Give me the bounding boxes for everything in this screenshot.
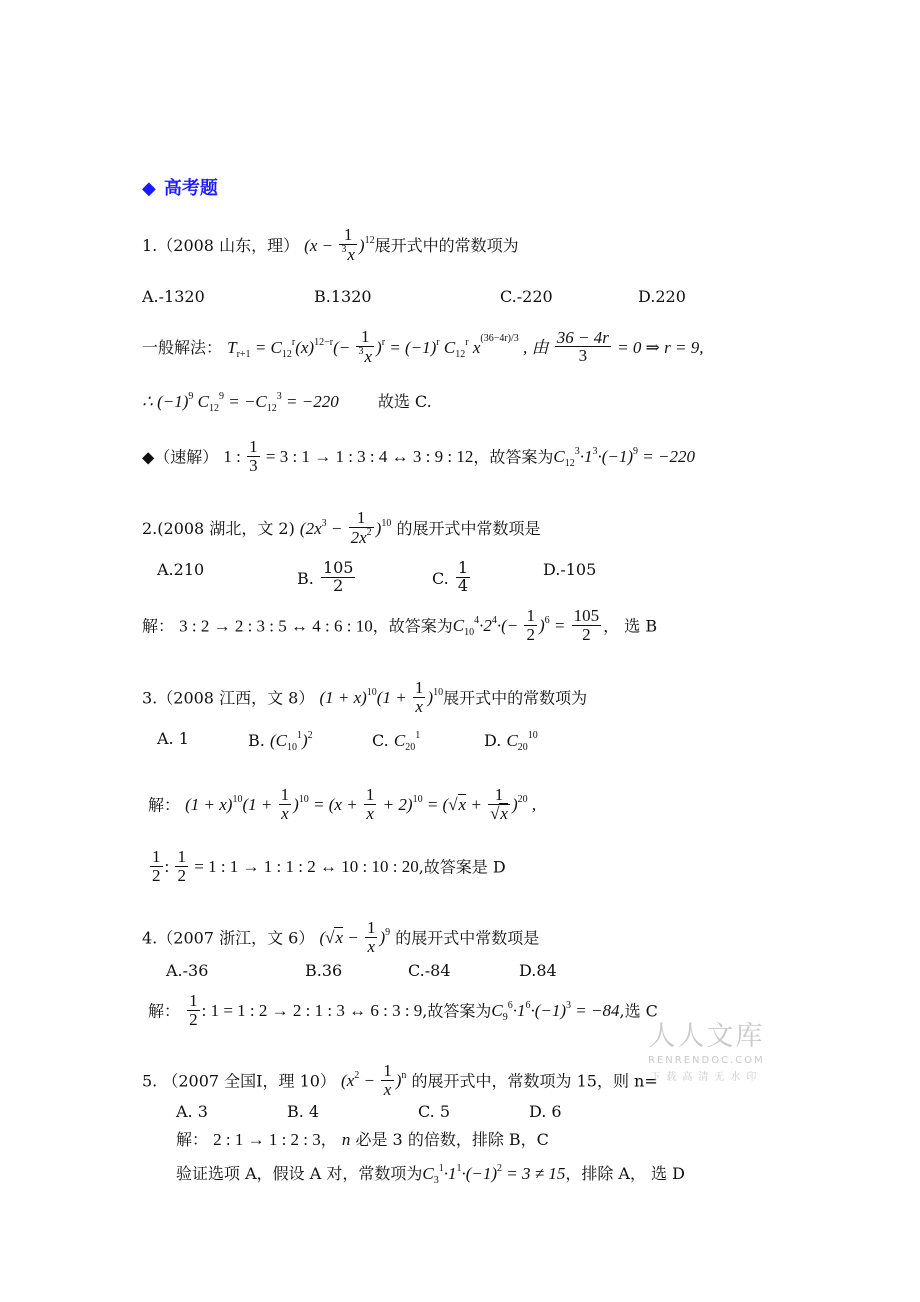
question-5-verify-formula: $C_3^1\cdot 1^1\cdot(-1)^2 = 3 \ne 15$: [422, 1163, 566, 1186]
question-5-formula: ($x^2$ − $\frac{1}{x}$ )$^n$: [341, 1061, 407, 1099]
question-5-option-a: A. 3: [176, 1102, 208, 1121]
question-3-ratio-tail: ,故答案是 D: [418, 857, 506, 877]
question-1-fast-tail: ，故答案为: [473, 447, 554, 467]
question-2-solution-formula: $C_{10}^4\cdot 2^4\cdot(-$ $\frac{1}{2}$ )$^6$ = $\frac{105}{2}$: [452, 606, 600, 644]
question-2-option-c: C. $\frac{1}{4}$: [432, 558, 469, 595]
question-5-stem: 5. （2007 全国Ⅰ，理 10）: [142, 1071, 336, 1091]
question-2-option-a: A.210: [157, 560, 205, 579]
question-3-solution-label: 解：: [148, 795, 181, 815]
question-3-ratio: [148, 847, 506, 887]
question-1-tail: 展开式中的常数项为: [374, 235, 519, 255]
question-3-stem: 3.（2008 江西，文 8）: [142, 688, 315, 708]
question-3-option-a: A. 1: [157, 729, 189, 748]
question-4-solution-formula: $C_9^6\cdot 1^6\cdot(-1)^3 = -84$: [491, 1000, 620, 1024]
question-3-option-b-label: B.: [248, 731, 265, 750]
question-2-option-d: D.-105: [543, 560, 597, 579]
question-4-option-c: C.-84: [408, 961, 451, 980]
question-3-option-c: C. $C_{20}^1$: [372, 730, 421, 753]
question-3-option-d-label: D.: [484, 731, 502, 750]
question-1-conclusion-formula: ∴ $(-1)^9$ $C_{12}^9 = -C_{12}^3 = -220$: [142, 391, 339, 414]
question-4-option-a: A.-36: [166, 961, 209, 980]
question-2-option-b-label: B.: [297, 568, 314, 588]
question-1-general-solution: [142, 327, 704, 368]
section-title-text: 高考题: [163, 178, 218, 199]
question-2-formula: ($2x^3$ − $\frac{1}{2x^2}$ )$^{10}$: [299, 508, 392, 547]
question-2-solution-label: 解：: [142, 616, 175, 636]
question-4-solution-mid: ,故答案为: [422, 1001, 492, 1021]
question-3-formula: $(1 + x)^{10}(1$ + $\frac{1}{x}$ )$^{10}$: [319, 678, 444, 716]
question-1-option-b: B.1320: [314, 287, 372, 306]
question-5-solution-mid: 必是 3 的倍数，排除 B，C: [355, 1130, 549, 1149]
question-4-formula: (√x − $\frac{1}{x}$ )$^9$: [319, 918, 391, 956]
question-1-fast-label: ◆（速解）: [142, 447, 219, 467]
question-4-solution-label: 解：: [148, 1001, 181, 1021]
renrendoc-watermark: [648, 1014, 765, 1083]
question-4-option-d: D.84: [519, 961, 557, 980]
question-1-fast-ratio: 1 : $\frac{1}{3}$ = 3 : 1 → 1 : 3 : 4 ↔ 3 : 9 : 12: [223, 437, 474, 475]
question-1-conclusion-tail: 故选 C.: [377, 392, 432, 411]
question-2-solution: [142, 606, 658, 646]
question-1-option-c: C.-220: [500, 287, 553, 306]
question-1-fast-solution: [142, 437, 695, 477]
question-5-n-symbol: n: [341, 1130, 351, 1149]
question-2-option-b: B. $\frac{105}{2}$: [297, 558, 354, 595]
question-1: [142, 225, 519, 266]
watermark-line-3: 下载高清无水印: [650, 1072, 763, 1083]
question-1-stem: 1.（2008 山东，理）: [142, 235, 300, 255]
question-2-option-c-label: C.: [432, 568, 449, 588]
question-2-stem: 2.(2008 湖北，文 2): [142, 518, 295, 538]
question-3-ratio-formula: $\frac{1}{2}$ : $\frac{1}{2}$ = 1 : 1 → 1 : 1 : 2 ↔ 10 : 10 : 20: [152, 847, 419, 885]
question-3-option-c-label: C.: [372, 731, 389, 750]
question-3: [142, 678, 588, 718]
question-1-general-label: 一般解法：: [142, 337, 223, 357]
question-5-option-c: C. 5: [418, 1102, 451, 1121]
section-title: [142, 174, 218, 200]
question-5-option-b: B. 4: [287, 1102, 320, 1121]
question-1-general-formula: $T_{r+1} = C_{12}^r(x)^{12-r}(-$ $\frac{1}{^3x}$ )$^r = (-1)^r$ $C_{12}^r$ $x^{(36-4r)/3}$ , 由 $\frac{36 - 4r}{3}$ = 0 ⇒ r = 9,: [227, 327, 704, 366]
question-3-tail: 展开式中的常数项为: [443, 688, 588, 708]
question-3-solution: [148, 785, 537, 825]
question-4-tail: 的展开式中常数项是: [395, 928, 540, 948]
question-5-solution-label: 解：: [176, 1130, 209, 1149]
question-1-conclusion: [142, 392, 432, 414]
watermark-line-1: 人人文库: [648, 1021, 765, 1052]
question-3-option-d: D. $C_{20}^{10}$: [484, 730, 538, 753]
question-5: [142, 1061, 658, 1101]
question-5-solution: 解： 2 : 1 → 1 : 2 : 3， n 必是 3 的倍数，排除 B，C: [176, 1130, 549, 1149]
question-5-verify: [176, 1164, 685, 1186]
question-3-solution-formula: $(1 + x)^{10}(1$ + $\frac{1}{x}$ )$^{10}$ = (x + $\frac{1}{x}$ + 2)$^{10}$ = (√x + $\frac{1}{√x}$ )$^{20}$ ,: [185, 785, 537, 823]
question-4-solution-tail: ,选 C: [619, 1001, 658, 1021]
question-5-option-d: D. 6: [529, 1102, 562, 1121]
question-2-tail: 的展开式中常数项是: [396, 518, 541, 538]
question-5-verify-text: 验证选项 A，假设 A 对，常数项为: [176, 1164, 423, 1183]
watermark-line-2: RENRENDOC.COM: [648, 1055, 765, 1066]
question-2: [142, 508, 541, 549]
question-1-option-d: D.220: [638, 287, 686, 306]
question-4-option-b: B.36: [305, 961, 343, 980]
question-1-fast-formula: $C_{12}^3\cdot 1^3\cdot(-1)^9 = -220$: [553, 446, 695, 470]
question-1-option-a: A.-1320: [142, 287, 205, 306]
question-5-verify-tail: ，排除 A， 选 D: [565, 1164, 685, 1183]
question-4-stem: 4.（2007 浙江，文 6）: [142, 928, 315, 948]
question-2-solution-ratio: 3 : 2 → 2 : 3 : 5 ↔ 4 : 6 : 10: [179, 616, 373, 636]
diamond-bullet-icon: ◆: [142, 178, 156, 199]
question-5-tail: 的展开式中，常数项为 15，则 n=: [411, 1071, 658, 1091]
question-4-solution: [148, 991, 658, 1031]
question-5-solution-ratio: 2 : 1 → 1 : 2 : 3: [213, 1130, 321, 1149]
question-2-solution-mid: ，故答案为: [372, 616, 453, 636]
question-2-solution-tail: ， 选 B: [603, 616, 658, 636]
question-4-solution-ratio: $\frac{1}{2}$ : 1 = 1 : 2 → 2 : 1 : 3 ↔ 6 : 3 : 9: [189, 991, 423, 1029]
question-1-formula: (x − $\frac{1}{^3x}$ )$^{12}$: [304, 225, 375, 264]
question-4: [142, 918, 540, 958]
question-3-option-b: B. $(C_{10}^1)^2$: [248, 730, 313, 753]
